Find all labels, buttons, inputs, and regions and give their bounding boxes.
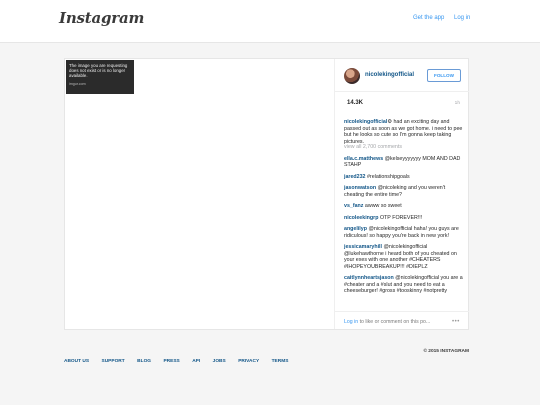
likes-row <box>344 99 460 109</box>
comment-text: awww so sweet <box>364 203 402 209</box>
list-item <box>344 244 466 270</box>
footer-link-about-us[interactable]: ABOUT US <box>64 359 90 364</box>
login-prompt <box>344 319 430 325</box>
top-navbar <box>0 0 540 43</box>
post-footer <box>335 311 469 330</box>
login-prompt-text: to like or comment on this po... <box>358 319 431 325</box>
comment-text: @kelseyyyyyyy MOM AND DAD STAHP <box>344 155 461 168</box>
comment-text: @nicolekingofficial you are a #cheater and a #slut and you need to eat a cheeseburger! #gross #tooskinny #notpretty <box>344 275 463 294</box>
comments-list <box>344 119 466 300</box>
footer-nav <box>64 349 296 364</box>
more-options-icon[interactable]: ••• <box>452 319 460 325</box>
copyright: © 2015 INSTAGRAM <box>423 349 469 354</box>
comment-username[interactable]: nicoleekingrp <box>344 214 379 221</box>
view-all-comments-link[interactable]: view all 2,700 comments <box>344 144 402 150</box>
missing-image-text: The image you are requesting does not exist or is no longer available. <box>69 63 128 78</box>
comment-username[interactable]: angelilyp <box>344 226 367 232</box>
list-item <box>344 174 466 181</box>
comment-text: OTP FOREVER!!! <box>379 214 423 221</box>
list-item <box>344 275 466 295</box>
list-item <box>344 226 466 239</box>
comment-username[interactable]: jasonwatson <box>344 185 377 191</box>
comment-text: #relationshipgoals <box>366 173 410 180</box>
instagram-logo[interactable]: Instagram <box>59 9 145 27</box>
list-item <box>344 215 466 222</box>
comment-text: @nicolekingofficial @lukehawthorne i heard both of you cheated on your exes with one another #CHEATERS #IHOPEYOUBREAKUP!!! #DIEPLZ <box>344 244 457 270</box>
post-header <box>335 59 469 92</box>
comment-text: @nicolekingofficial haha! you guys are ridiculous! so happy you're back in new york! <box>344 226 459 239</box>
comment-username[interactable]: jessicamaryhill <box>344 244 382 250</box>
avatar[interactable] <box>344 68 360 84</box>
footer-link-privacy[interactable]: PRIVACY <box>238 359 260 364</box>
list-item <box>344 156 466 169</box>
post-media <box>65 59 333 329</box>
list-item <box>344 119 466 151</box>
login-prompt-link[interactable]: Log in <box>344 319 359 325</box>
missing-image-source: imgur.com <box>69 82 86 86</box>
footer-link-jobs[interactable]: JOBS <box>212 359 226 364</box>
list-item <box>344 185 466 198</box>
comment-username[interactable]: jared232 <box>344 173 366 180</box>
missing-image-placeholder <box>66 60 134 94</box>
comment-text: ⚙ had an exciting day and passed out as soon as we got home. i need to pee but he looks so cute so I'm gonna keep taking pictures. <box>344 119 463 145</box>
footer-link-api[interactable]: API <box>192 359 201 364</box>
footer-link-press[interactable]: PRESS <box>163 359 180 364</box>
post-time: 1h <box>454 101 460 106</box>
post-username[interactable]: nicolekingofficial <box>365 72 415 78</box>
footer-link-terms[interactable]: TERMS <box>271 359 289 364</box>
comment-username[interactable]: vs_fanz <box>344 203 364 209</box>
comment-username[interactable]: caitlynnheartsjason <box>344 275 394 281</box>
comment-username[interactable]: nicolekingofficial <box>344 119 388 125</box>
footer-link-blog[interactable]: BLOG <box>137 359 152 364</box>
comment-username[interactable]: ella.c.matthews <box>344 155 384 162</box>
likes-count: 14.3K <box>347 100 364 106</box>
post-card <box>64 58 469 330</box>
comment-text: @nicoleking and you weren't cheating the entire time? <box>344 185 446 198</box>
post-sidebar <box>334 59 468 329</box>
get-the-app-link[interactable]: Get the app <box>413 15 445 21</box>
follow-button[interactable]: FOLLOW <box>427 69 461 82</box>
log-in-link[interactable]: Log in <box>454 15 471 21</box>
list-item <box>344 203 466 210</box>
footer-link-support[interactable]: SUPPORT <box>101 359 125 364</box>
